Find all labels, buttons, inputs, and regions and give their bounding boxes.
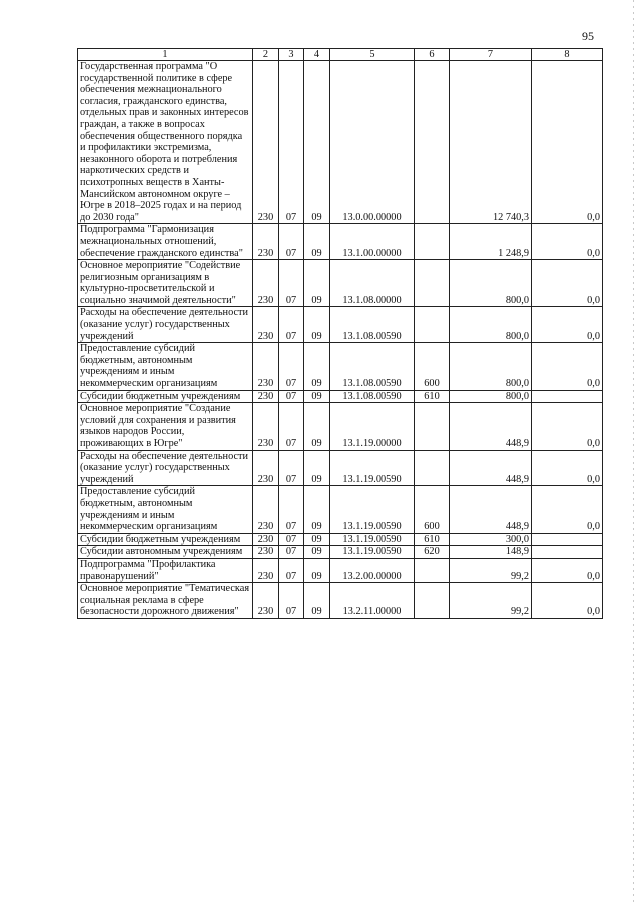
subsection-code-cell: 09	[304, 390, 330, 403]
amount-cell: 800,0	[450, 343, 532, 390]
section-code-cell: 07	[279, 343, 304, 390]
chapter-code-cell: 230	[253, 343, 279, 390]
expense-type-cell: 600	[415, 343, 450, 390]
section-code-cell: 07	[279, 583, 304, 619]
section-code-cell: 07	[279, 546, 304, 559]
expense-type-cell: 610	[415, 390, 450, 403]
row-name-cell: Подпрограмма "Гармонизация межнациональных отношений, обеспечение гражданского единства"	[78, 224, 253, 260]
table-row	[78, 533, 603, 546]
row-name-cell: Основное мероприятие "Создание условий для сохранения и развития языков народов России, проживающих в Югре"	[78, 403, 253, 450]
table-row	[78, 583, 603, 619]
amount-cell	[532, 390, 603, 403]
expense-type-cell: 610	[415, 533, 450, 546]
target-article-cell: 13.1.19.00000	[330, 403, 415, 450]
table-row	[78, 61, 603, 224]
table-row	[78, 307, 603, 343]
target-article-cell: 13.1.19.00590	[330, 546, 415, 559]
section-code-cell: 07	[279, 486, 304, 533]
table-row	[78, 260, 603, 307]
header-cell: 5	[330, 49, 415, 61]
expense-type-cell	[415, 260, 450, 307]
amount-cell: 0,0	[532, 61, 603, 224]
header-cell: 4	[304, 49, 330, 61]
chapter-code-cell: 230	[253, 533, 279, 546]
chapter-code-cell: 230	[253, 558, 279, 582]
subsection-code-cell: 09	[304, 486, 330, 533]
row-name-cell: Расходы на обеспечение деятельности (оказание услуг) государственных учреждений	[78, 450, 253, 486]
amount-cell: 0,0	[532, 224, 603, 260]
section-code-cell: 07	[279, 533, 304, 546]
section-code-cell: 07	[279, 307, 304, 343]
row-name-cell: Основное мероприятие "Тематическая социальная реклама в сфере безопасности дорожного движения"	[78, 583, 253, 619]
header-cell: 6	[415, 49, 450, 61]
amount-cell: 0,0	[532, 486, 603, 533]
chapter-code-cell: 230	[253, 61, 279, 224]
page-number: 95	[582, 29, 594, 43]
header-cell: 2	[253, 49, 279, 61]
target-article-cell: 13.1.08.00590	[330, 343, 415, 390]
subsection-code-cell: 09	[304, 450, 330, 486]
section-code-cell: 07	[279, 558, 304, 582]
row-name-cell: Основное мероприятие "Содействие религиозным организациям в культурно-просветительской и социально значимой деятельности"	[78, 260, 253, 307]
header-cell: 7	[450, 49, 532, 61]
expense-type-cell	[415, 403, 450, 450]
table-row	[78, 390, 603, 403]
amount-cell: 12 740,3	[450, 61, 532, 224]
amount-cell: 0,0	[532, 307, 603, 343]
chapter-code-cell: 230	[253, 260, 279, 307]
row-name-cell: Субсидии бюджетным учреждениям	[78, 390, 253, 403]
amount-cell: 448,9	[450, 403, 532, 450]
target-article-cell: 13.1.19.00590	[330, 533, 415, 546]
expense-type-cell	[415, 583, 450, 619]
amount-cell	[532, 533, 603, 546]
amount-cell: 0,0	[532, 260, 603, 307]
table-row	[78, 224, 603, 260]
budget-table	[77, 48, 603, 619]
chapter-code-cell: 230	[253, 583, 279, 619]
amount-cell: 0,0	[532, 403, 603, 450]
chapter-code-cell: 230	[253, 390, 279, 403]
target-article-cell: 13.1.08.00590	[330, 390, 415, 403]
amount-cell: 0,0	[532, 583, 603, 619]
target-article-cell: 13.1.08.00590	[330, 307, 415, 343]
scan-edge-line	[633, 0, 634, 905]
subsection-code-cell: 09	[304, 224, 330, 260]
row-name-cell: Государственная программа "О государственной политике в сфере обеспечения межнационального согласия, гражданского единства, отдельных прав и законных интересов граждан, а также в вопросах обеспечения общественного порядка и профилактики экстремизма, незаконного оборота и потребления наркотических средств и психотропных веществ в Ханты-Мансийском автономном округе – Югре в 2018–2025 годах и на период до 2030 года"	[78, 61, 253, 224]
expense-type-cell	[415, 307, 450, 343]
expense-type-cell: 600	[415, 486, 450, 533]
section-code-cell: 07	[279, 224, 304, 260]
row-name-cell: Подпрограмма "Профилактика правонарушений"	[78, 558, 253, 582]
table-row	[78, 403, 603, 450]
amount-cell: 800,0	[450, 260, 532, 307]
table-row	[78, 546, 603, 559]
amount-cell: 0,0	[532, 450, 603, 486]
chapter-code-cell: 230	[253, 224, 279, 260]
header-cell: 3	[279, 49, 304, 61]
expense-type-cell	[415, 450, 450, 486]
amount-cell: 148,9	[450, 546, 532, 559]
target-article-cell: 13.1.00.00000	[330, 224, 415, 260]
table-row	[78, 558, 603, 582]
section-code-cell: 07	[279, 403, 304, 450]
expense-type-cell: 620	[415, 546, 450, 559]
subsection-code-cell: 09	[304, 260, 330, 307]
subsection-code-cell: 09	[304, 307, 330, 343]
subsection-code-cell: 09	[304, 546, 330, 559]
amount-cell: 800,0	[450, 307, 532, 343]
amount-cell: 99,2	[450, 583, 532, 619]
header-cell: 8	[532, 49, 603, 61]
subsection-code-cell: 09	[304, 61, 330, 224]
target-article-cell: 13.2.00.00000	[330, 558, 415, 582]
amount-cell: 0,0	[532, 558, 603, 582]
table-row	[78, 486, 603, 533]
row-name-cell: Субсидии автономным учреждениям	[78, 546, 253, 559]
chapter-code-cell: 230	[253, 403, 279, 450]
target-article-cell: 13.2.11.00000	[330, 583, 415, 619]
expense-type-cell	[415, 224, 450, 260]
expense-type-cell	[415, 558, 450, 582]
target-article-cell: 13.0.00.00000	[330, 61, 415, 224]
table-header-row	[78, 49, 603, 61]
amount-cell: 99,2	[450, 558, 532, 582]
amount-cell	[532, 546, 603, 559]
row-name-cell: Предоставление субсидий бюджетным, автономным учреждениям и иным некоммерческим организациям	[78, 486, 253, 533]
amount-cell: 300,0	[450, 533, 532, 546]
expense-type-cell	[415, 61, 450, 224]
subsection-code-cell: 09	[304, 403, 330, 450]
row-name-cell: Предоставление субсидий бюджетным, автономным учреждениям и иным некоммерческим организациям	[78, 343, 253, 390]
table-row	[78, 343, 603, 390]
section-code-cell: 07	[279, 260, 304, 307]
target-article-cell: 13.1.19.00590	[330, 486, 415, 533]
subsection-code-cell: 09	[304, 343, 330, 390]
chapter-code-cell: 230	[253, 307, 279, 343]
amount-cell: 1 248,9	[450, 224, 532, 260]
target-article-cell: 13.1.08.00000	[330, 260, 415, 307]
subsection-code-cell: 09	[304, 558, 330, 582]
amount-cell: 0,0	[532, 343, 603, 390]
subsection-code-cell: 09	[304, 533, 330, 546]
table-row	[78, 450, 603, 486]
row-name-cell: Расходы на обеспечение деятельности (оказание услуг) государственных учреждений	[78, 307, 253, 343]
chapter-code-cell: 230	[253, 546, 279, 559]
section-code-cell: 07	[279, 61, 304, 224]
subsection-code-cell: 09	[304, 583, 330, 619]
amount-cell: 448,9	[450, 450, 532, 486]
target-article-cell: 13.1.19.00590	[330, 450, 415, 486]
chapter-code-cell: 230	[253, 486, 279, 533]
row-name-cell: Субсидии бюджетным учреждениям	[78, 533, 253, 546]
section-code-cell: 07	[279, 390, 304, 403]
section-code-cell: 07	[279, 450, 304, 486]
amount-cell: 448,9	[450, 486, 532, 533]
table-body	[78, 49, 603, 619]
chapter-code-cell: 230	[253, 450, 279, 486]
amount-cell: 800,0	[450, 390, 532, 403]
header-cell: 1	[78, 49, 253, 61]
